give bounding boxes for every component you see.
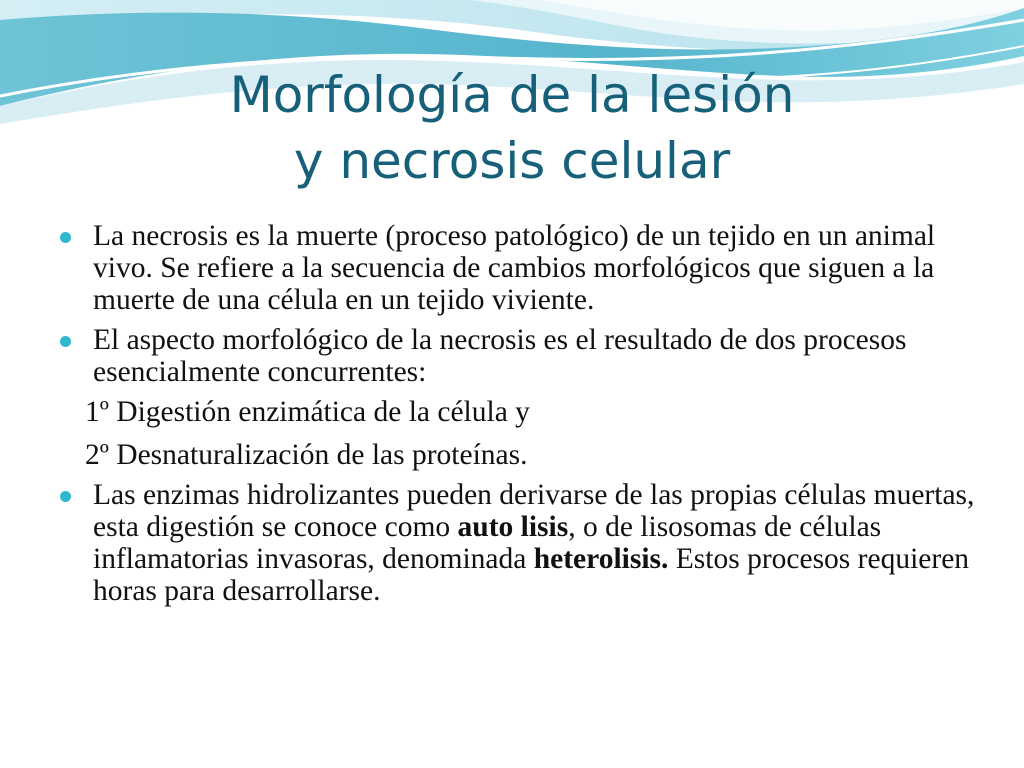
bullet-text-3a: Las enzimas hidrolizantes pueden derivarse de las propias células muertas, esta digestión se conoce como bbox=[93, 479, 975, 543]
sub-item-2: 2º Desnaturalización de las proteínas. bbox=[85, 439, 528, 471]
bullet-dot-icon bbox=[60, 491, 71, 502]
slide-title bbox=[0, 62, 1024, 194]
bullet-text-2: El aspecto morfológico de la necrosis es el resultado de dos procesos esencialmente concurrentes: bbox=[93, 324, 907, 388]
bullet-item-1 bbox=[58, 220, 978, 316]
bullet-item-3 bbox=[58, 479, 978, 607]
term-auto-lisis: auto lisis bbox=[457, 511, 569, 543]
bullet-text-3c: Estos procesos requieren horas para desarrollarse. bbox=[93, 543, 970, 607]
bullet-text-1: La necrosis es la muerte (proceso patológico) de un tejido en un animal vivo. Se refiere a la secuencia de cambios morfológicos que siguen a la muerte de una célula en un tejido viviente. bbox=[93, 220, 936, 316]
sub-item-1: 1º Digestión enzimática de la célula y bbox=[85, 396, 530, 428]
title-line-1: Morfología de la lesión bbox=[229, 66, 795, 124]
title-line-2: y necrosis celular bbox=[293, 132, 731, 190]
slide-body bbox=[58, 220, 978, 615]
bullet-text-3b: , o de lisosomas de células inflamatorias invasoras, denominada bbox=[93, 511, 882, 575]
term-heterolisis: heterolisis. bbox=[533, 543, 669, 575]
bullet-dot-icon bbox=[60, 232, 71, 243]
bullet-item-2 bbox=[58, 324, 978, 388]
bullet-dot-icon bbox=[60, 336, 71, 347]
